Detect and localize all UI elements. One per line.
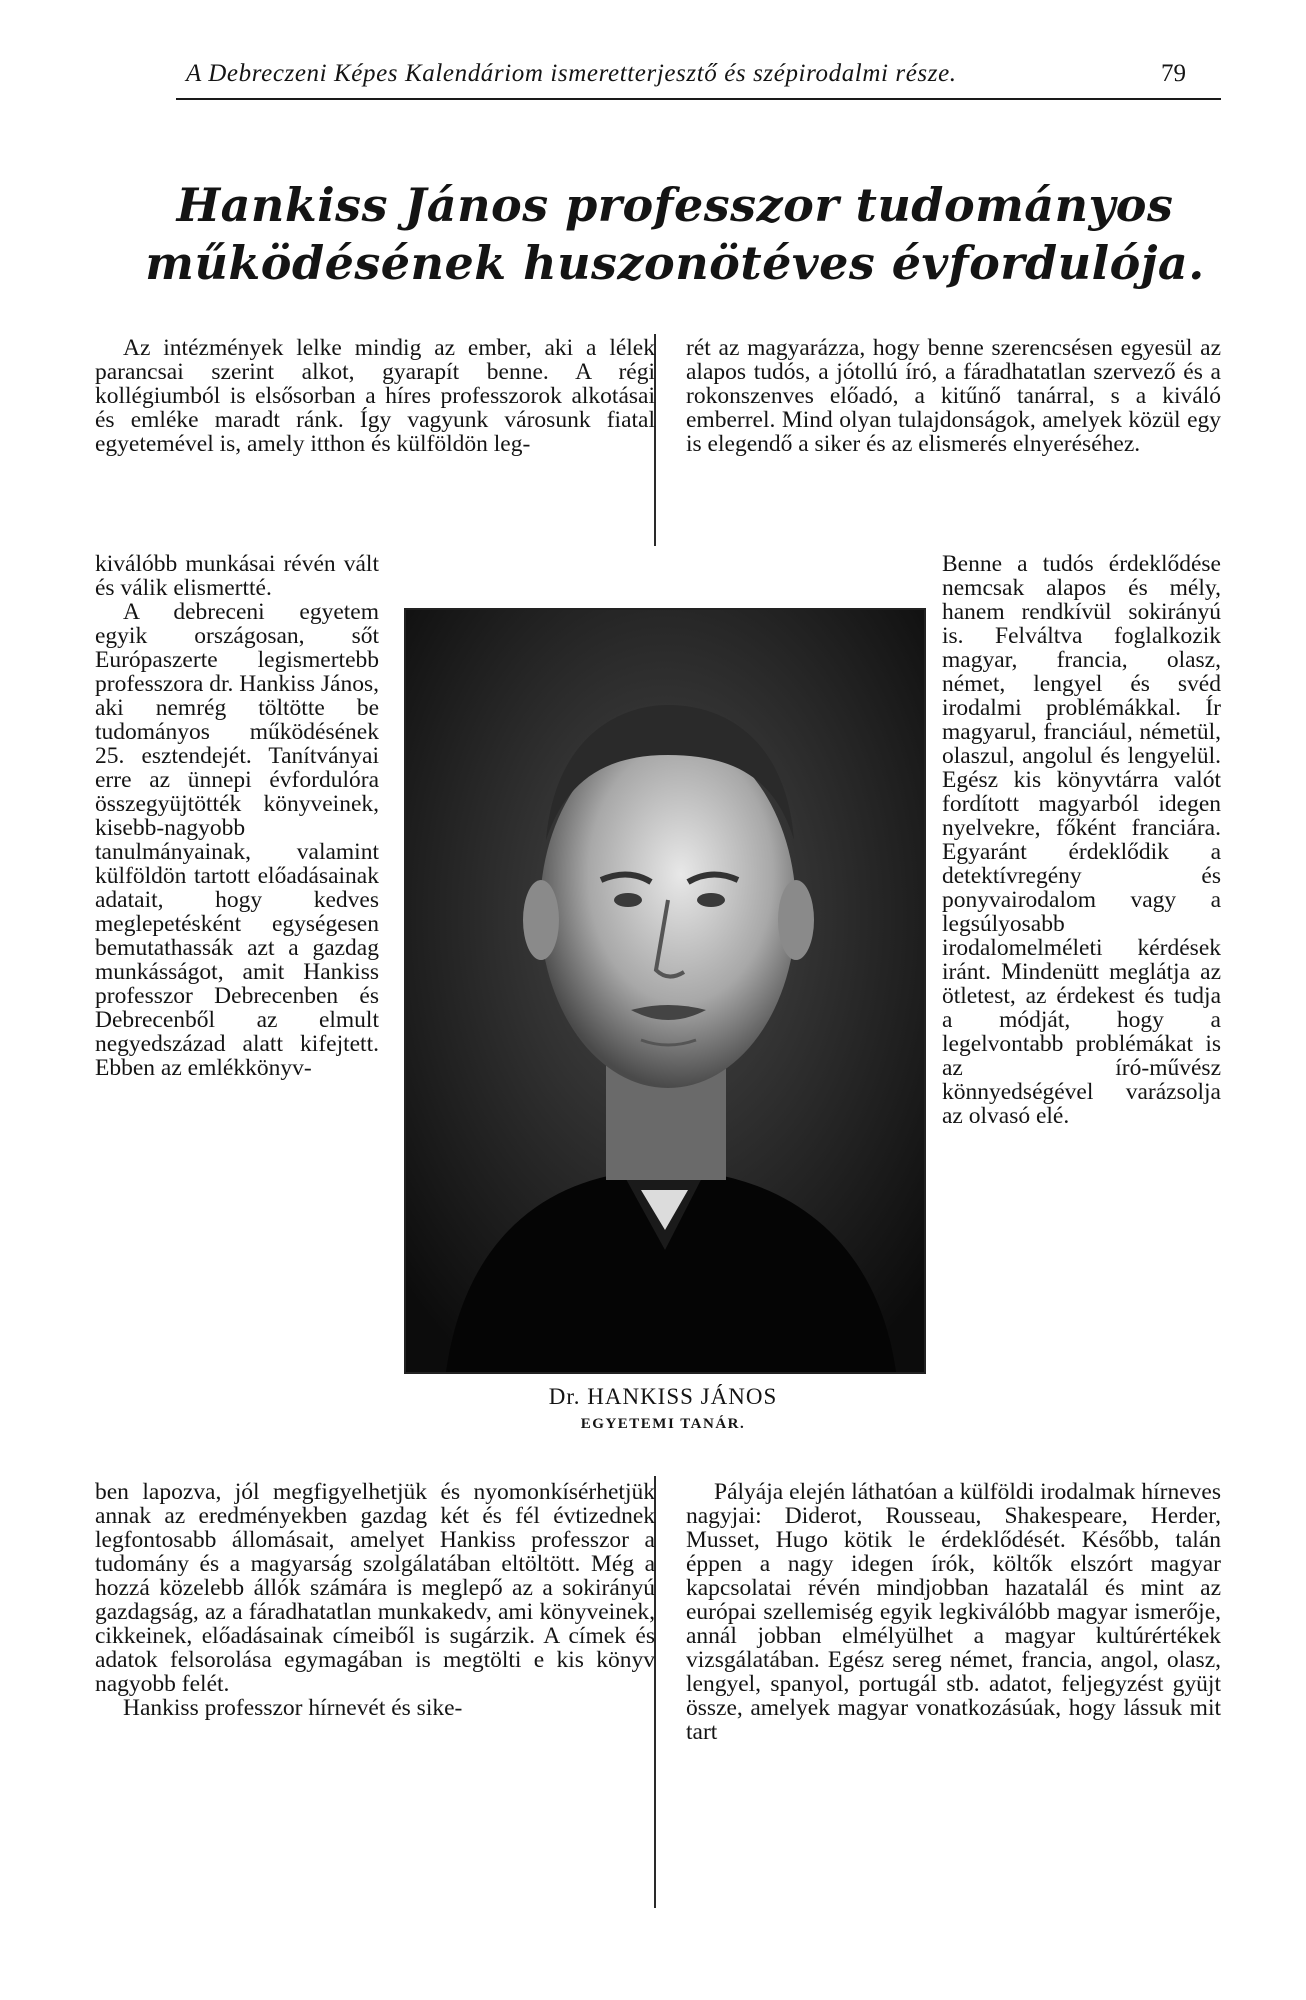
- paragraph-intro-end: kiválóbb munkásai révén vált és válik elismertté.: [95, 551, 379, 601]
- paragraph-career: Pályája elején láthatóan a külföldi irodalmak hírneves nagyjai: Diderot, Rousseau, Shakespeare, Herder, Musset, Hugo kötik le érdeklődését. Később, talán éppen a nagy idegen írók, költők elszórt magyar kapcsolatai révén mindjobban hazatalál és mint az európai szellemiség egyik legkiválóbb magyar ismerője, annál jobban elmélyülhet a magyar kultúrértékek vizsgálatában. Egész sereg német, francia, angol, olasz, lengyel, spanyol, portugál stb. adatot, feljegyzést gyüjt össze, amelyek magyar vonatkozásúak, hogy lássuk mit tart: [686, 1479, 1221, 1745]
- right-column-top: [686, 336, 1221, 456]
- paragraph-fame: Hankiss professzor hírnevét és sike-: [123, 1695, 463, 1721]
- left-column-middle: [95, 552, 379, 1080]
- right-column-bottom: [686, 1480, 1221, 1744]
- page-number: 79: [1161, 60, 1186, 87]
- paragraph-interests: Benne a tudós érdeklődése nemcsak alapos és mély, hanem rendkívül sokirányú is. Felváltva foglalkozik magyar, francia, olasz, német, lengyel és svéd irodalmi problémákkal. Ír magyarul, franciául, németül, olaszul, angolul és lengyelül. Egész kis könyvtárra valót fordított magyarból idegen nyelvekre, főként franciára. Egyaránt érdeklődik a detektívregény és ponyvairodalom vagy a legsúlyosabb irodalomelméleti kérdések iránt. Mindenütt meglátja az ötletest, az érdekest és tudja a módját, hogy a legelvontabb problémákat is az író-művész könnyedségével varázsolja az olvasó elé.: [942, 551, 1221, 1129]
- paragraph-intro: Az intézmények lelke mindig az ember, aki a lélek parancsai szerint alkot, gyarapít benne. A régi kollégiumból is elsősorban a híres professzorok alkotásai és emléke maradt ránk. Így vagyunk városunk fiatal egyetemével is, amely itthon és külföldön leg-: [95, 335, 655, 457]
- right-column-middle: [942, 552, 1221, 1128]
- paragraph-university: A debreceni egyetem egyik országosan, sőt Európaszerte legismertebb professzora dr. Hankiss János, aki nemrég töltötte be tudományos működésének 25. esztendejét. Tanítványai erre az ünnepi évfordulóra összegyüjtötték könyveinek, kisebb-nagyobb tanulmányainak, valamint külföldön tartott előadásainak adatait, hogy kedves meglepetésként egységesen bemutathassák azt a gazdag munkásságot, amit Hankiss professzor Debrecenben és Debrecenből az elmult negyedszázad alatt kifejtett. Ebben az emlékkönyv-: [95, 599, 379, 1081]
- portrait-illustration: [406, 610, 924, 1372]
- running-title: A Debreczeni Képes Kalendáriom ismeretterjesztő és szépirodalmi része.: [186, 60, 957, 87]
- photo-caption: [404, 1384, 922, 1433]
- header-rule: [176, 98, 1221, 100]
- article-title: [120, 176, 1230, 292]
- caption-name: Dr. HANKISS JÁNOS: [548, 1384, 778, 1409]
- title-line-1: Hankiss János professzor tudományos: [176, 178, 1174, 232]
- paragraph-fame-continued: rét az magyarázza, hogy benne szerencsésen egyesül az alapos tudós, a jótollú író, a fáradhatatlan szervező és a rokonszenves előadó, a kitűnő tanárral, s a kiváló emberrel. Mind olyan tulajdonságok, amelyek közül egy is elegendő a siker és az elismerés elnyeréséhez.: [686, 335, 1221, 457]
- paragraph-memorial-book: ben lapozva, jól megfigyelhetjük és nyomonkísérhetjük annak az eredményekben gazdag két és fél évtizednek legfontosabb állomásait, amelyet Hankiss professzor a tudomány és a magyarság szolgálatában eltöltött. Még a hozzá közelebb állók számára is meglepő az a sokirányú gazdagság, az a fáradhatatlan munkakedv, ami könyveinek, cikkeinek, előadásainak címeiből is sugárzik. A címek és adatok felsorolása egymagában is megtölti e kis könyv nagyobb felét.: [95, 1479, 655, 1697]
- title-line-2: működésének huszonötéves évfordulója.: [145, 236, 1205, 290]
- portrait-photo: [404, 608, 926, 1374]
- caption-title: EGYETEMI TANÁR.: [580, 1416, 746, 1432]
- left-column-bottom: [95, 1480, 655, 1720]
- left-column-top: [95, 336, 655, 456]
